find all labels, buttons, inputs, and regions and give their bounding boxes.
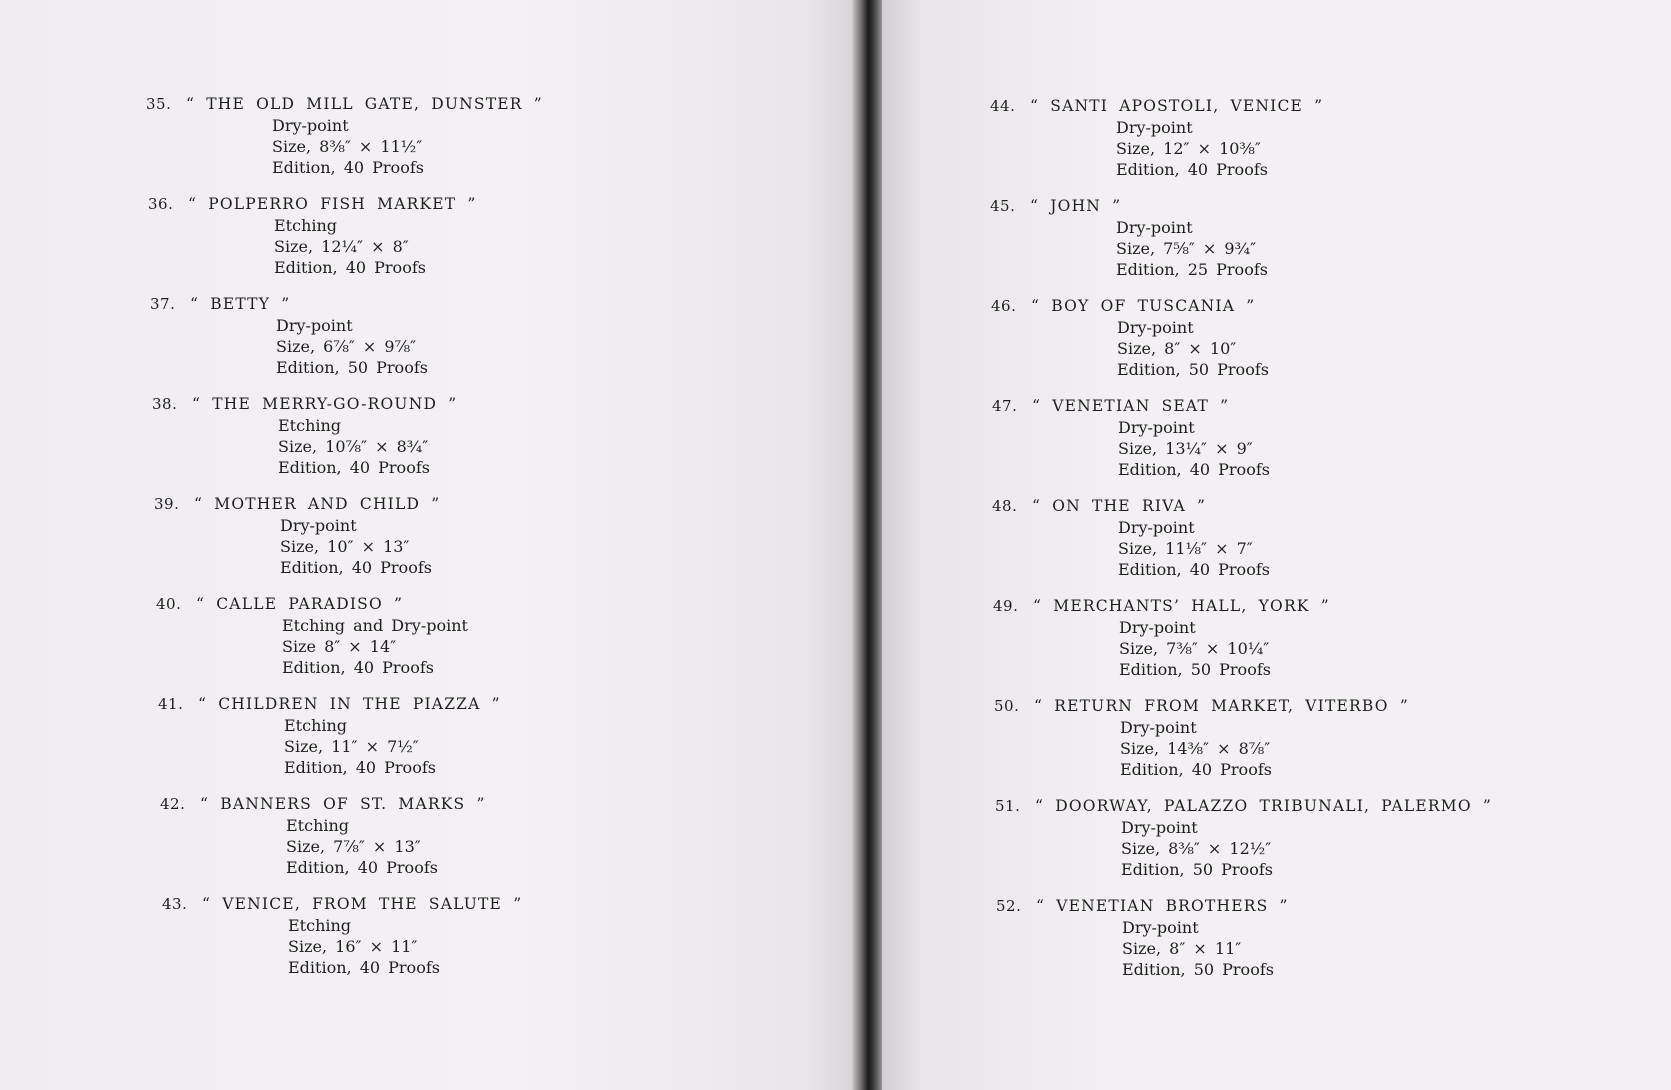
entry-title: “ BOY OF TUSCANIA ” bbox=[1031, 297, 1256, 315]
entry-medium: Dry-point bbox=[1116, 118, 1193, 137]
entry-title: “ BETTY ” bbox=[190, 295, 291, 313]
entry-size: Size, 7⅞″ × 13″ bbox=[286, 837, 421, 856]
catalogue-entry-52 bbox=[996, 895, 1289, 980]
entry-size: Size, 8⅜″ × 12½″ bbox=[1121, 839, 1272, 858]
entry-number: 49. bbox=[993, 597, 1019, 615]
entry-details bbox=[276, 315, 428, 378]
entry-size: Size, 8⅜″ × 11½″ bbox=[272, 137, 423, 156]
entry-medium: Etching bbox=[278, 416, 342, 435]
catalogue-entry-51 bbox=[995, 795, 1492, 880]
entry-edition: Edition, 40 Proofs bbox=[282, 658, 434, 677]
entry-size: Size, 8″ × 11″ bbox=[1122, 939, 1242, 958]
entry-details bbox=[1122, 917, 1289, 980]
entry-medium: Dry-point bbox=[272, 116, 349, 135]
catalogue-entry-42 bbox=[160, 793, 486, 878]
entry-size: Size, 14⅜″ × 8⅞″ bbox=[1120, 739, 1271, 758]
catalogue-entry-37 bbox=[150, 293, 428, 378]
entry-medium: Etching bbox=[286, 816, 350, 835]
entry-edition: Edition, 40 Proofs bbox=[284, 758, 436, 777]
entry-details bbox=[272, 115, 543, 178]
entry-details bbox=[1119, 617, 1330, 680]
entry-details bbox=[280, 515, 440, 578]
entry-size: Size, 13¼″ × 9″ bbox=[1118, 439, 1253, 458]
entry-details bbox=[274, 215, 477, 278]
entry-size: Size, 6⅞″ × 9⅞″ bbox=[276, 337, 417, 356]
entry-size: Size, 8″ × 10″ bbox=[1117, 339, 1237, 358]
entry-medium: Etching bbox=[284, 716, 348, 735]
entry-size: Size, 12″ × 10⅜″ bbox=[1116, 139, 1261, 158]
entry-number: 44. bbox=[990, 97, 1016, 115]
entry-number: 48. bbox=[992, 497, 1018, 515]
entry-medium: Etching bbox=[288, 916, 352, 935]
entry-edition: Edition, 40 Proofs bbox=[1118, 460, 1270, 479]
entry-edition: Edition, 25 Proofs bbox=[1116, 260, 1268, 279]
catalogue-entry-45 bbox=[990, 195, 1268, 280]
entry-medium: Etching bbox=[274, 216, 338, 235]
entry-title: “ RETURN FROM MARKET, VITERBO ” bbox=[1034, 697, 1409, 715]
catalogue-entry-47 bbox=[992, 395, 1270, 480]
entry-details bbox=[282, 615, 468, 678]
entry-details bbox=[1120, 717, 1409, 780]
entry-title: “ VENETIAN SEAT ” bbox=[1032, 397, 1230, 415]
entry-title: “ ON THE RIVA ” bbox=[1032, 497, 1207, 515]
entry-number: 40. bbox=[156, 595, 182, 613]
entry-size: Size 8″ × 14″ bbox=[282, 637, 397, 656]
entry-details bbox=[288, 915, 522, 978]
entry-edition: Edition, 50 Proofs bbox=[1121, 860, 1273, 879]
entry-edition: Edition, 40 Proofs bbox=[272, 158, 424, 177]
entry-number: 36. bbox=[148, 195, 174, 213]
entry-number: 43. bbox=[162, 895, 188, 913]
catalogue-entry-36 bbox=[148, 193, 477, 278]
entry-details bbox=[284, 715, 501, 778]
entry-medium: Dry-point bbox=[280, 516, 357, 535]
catalogue-entry-39 bbox=[154, 493, 440, 578]
catalogue-entry-44 bbox=[990, 95, 1323, 180]
entry-edition: Edition, 40 Proofs bbox=[286, 858, 438, 877]
entry-details bbox=[1121, 817, 1492, 880]
entry-title: “ POLPERRO FISH MARKET ” bbox=[188, 195, 477, 213]
entry-title: “ SANTI APOSTOLI, VENICE ” bbox=[1030, 97, 1324, 115]
entry-title: “ VENICE, FROM THE SALUTE ” bbox=[202, 895, 523, 913]
book-gutter bbox=[852, 0, 886, 1090]
entry-number: 39. bbox=[154, 495, 180, 513]
catalogue-entry-49 bbox=[993, 595, 1330, 680]
entry-details bbox=[1118, 517, 1270, 580]
catalogue-entry-46 bbox=[991, 295, 1269, 380]
entry-edition: Edition, 50 Proofs bbox=[1119, 660, 1271, 679]
entry-title: “ THE OLD MILL GATE, DUNSTER ” bbox=[186, 95, 543, 113]
entry-edition: Edition, 40 Proofs bbox=[288, 958, 440, 977]
entry-medium: Dry-point bbox=[1118, 418, 1195, 437]
entry-number: 47. bbox=[992, 397, 1018, 415]
entry-title: “ BANNERS OF ST. MARKS ” bbox=[200, 795, 486, 813]
entry-edition: Edition, 50 Proofs bbox=[1122, 960, 1274, 979]
catalogue-entry-35 bbox=[146, 93, 543, 178]
catalogue-entry-41 bbox=[158, 693, 501, 778]
entry-title: “ CHILDREN IN THE PIAZZA ” bbox=[198, 695, 501, 713]
entry-details bbox=[278, 415, 457, 478]
entry-number: 37. bbox=[150, 295, 176, 313]
entry-size: Size, 10⅞″ × 8¾″ bbox=[278, 437, 429, 456]
entry-medium: Dry-point bbox=[1119, 618, 1196, 637]
entry-number: 50. bbox=[994, 697, 1020, 715]
entry-number: 45. bbox=[990, 197, 1016, 215]
entry-number: 42. bbox=[160, 795, 186, 813]
entry-edition: Edition, 40 Proofs bbox=[1116, 160, 1268, 179]
entry-title: “ THE MERRY-GO-ROUND ” bbox=[192, 395, 458, 413]
entry-edition: Edition, 40 Proofs bbox=[1118, 560, 1270, 579]
entry-medium: Dry-point bbox=[1122, 918, 1199, 937]
entry-title: “ DOORWAY, PALAZZO TRIBUNALI, PALERMO ” bbox=[1035, 797, 1493, 815]
entry-size: Size, 7⅝″ × 9¾″ bbox=[1116, 239, 1257, 258]
entry-edition: Edition, 40 Proofs bbox=[280, 558, 432, 577]
entry-details bbox=[1116, 217, 1268, 280]
entry-title: “ JOHN ” bbox=[1030, 197, 1122, 215]
entry-title: “ MERCHANTS’ HALL, YORK ” bbox=[1033, 597, 1330, 615]
entry-edition: Edition, 50 Proofs bbox=[276, 358, 428, 377]
entry-number: 52. bbox=[996, 897, 1022, 915]
entry-number: 46. bbox=[991, 297, 1017, 315]
entry-size: Size, 7⅜″ × 10¼″ bbox=[1119, 639, 1270, 658]
entry-edition: Edition, 40 Proofs bbox=[274, 258, 426, 277]
entry-medium: Dry-point bbox=[1118, 518, 1195, 537]
entry-number: 41. bbox=[158, 695, 184, 713]
catalogue-entry-50 bbox=[994, 695, 1409, 780]
entry-size: Size, 12¼″ × 8″ bbox=[274, 237, 409, 256]
entry-details bbox=[1118, 417, 1270, 480]
catalogue-entry-40 bbox=[156, 593, 468, 678]
entry-medium: Dry-point bbox=[1120, 718, 1197, 737]
entry-size: Size, 10″ × 13″ bbox=[280, 537, 410, 556]
entry-number: 51. bbox=[995, 797, 1021, 815]
entry-size: Size, 11⅛″ × 7″ bbox=[1118, 539, 1253, 558]
entry-details bbox=[1117, 317, 1269, 380]
entry-number: 38. bbox=[152, 395, 178, 413]
entry-medium: Dry-point bbox=[276, 316, 353, 335]
entry-details bbox=[1116, 117, 1323, 180]
entry-title: “ MOTHER AND CHILD ” bbox=[194, 495, 441, 513]
catalogue-entry-43 bbox=[162, 893, 522, 978]
entry-number: 35. bbox=[146, 95, 172, 113]
entry-medium: Dry-point bbox=[1117, 318, 1194, 337]
entry-edition: Edition, 40 Proofs bbox=[1120, 760, 1272, 779]
entry-title: “ CALLE PARADISO ” bbox=[196, 595, 404, 613]
entry-details bbox=[286, 815, 486, 878]
entry-size: Size, 11″ × 7½″ bbox=[284, 737, 419, 756]
entry-medium: Dry-point bbox=[1116, 218, 1193, 237]
entry-edition: Edition, 40 Proofs bbox=[278, 458, 430, 477]
right-page bbox=[882, 0, 1671, 1090]
entry-medium: Etching and Dry-point bbox=[282, 616, 468, 635]
catalogue-entry-48 bbox=[992, 495, 1270, 580]
entry-edition: Edition, 50 Proofs bbox=[1117, 360, 1269, 379]
entry-size: Size, 16″ × 11″ bbox=[288, 937, 418, 956]
entry-title: “ VENETIAN BROTHERS ” bbox=[1036, 897, 1289, 915]
entry-medium: Dry-point bbox=[1121, 818, 1198, 837]
catalogue-entry-38 bbox=[152, 393, 457, 478]
